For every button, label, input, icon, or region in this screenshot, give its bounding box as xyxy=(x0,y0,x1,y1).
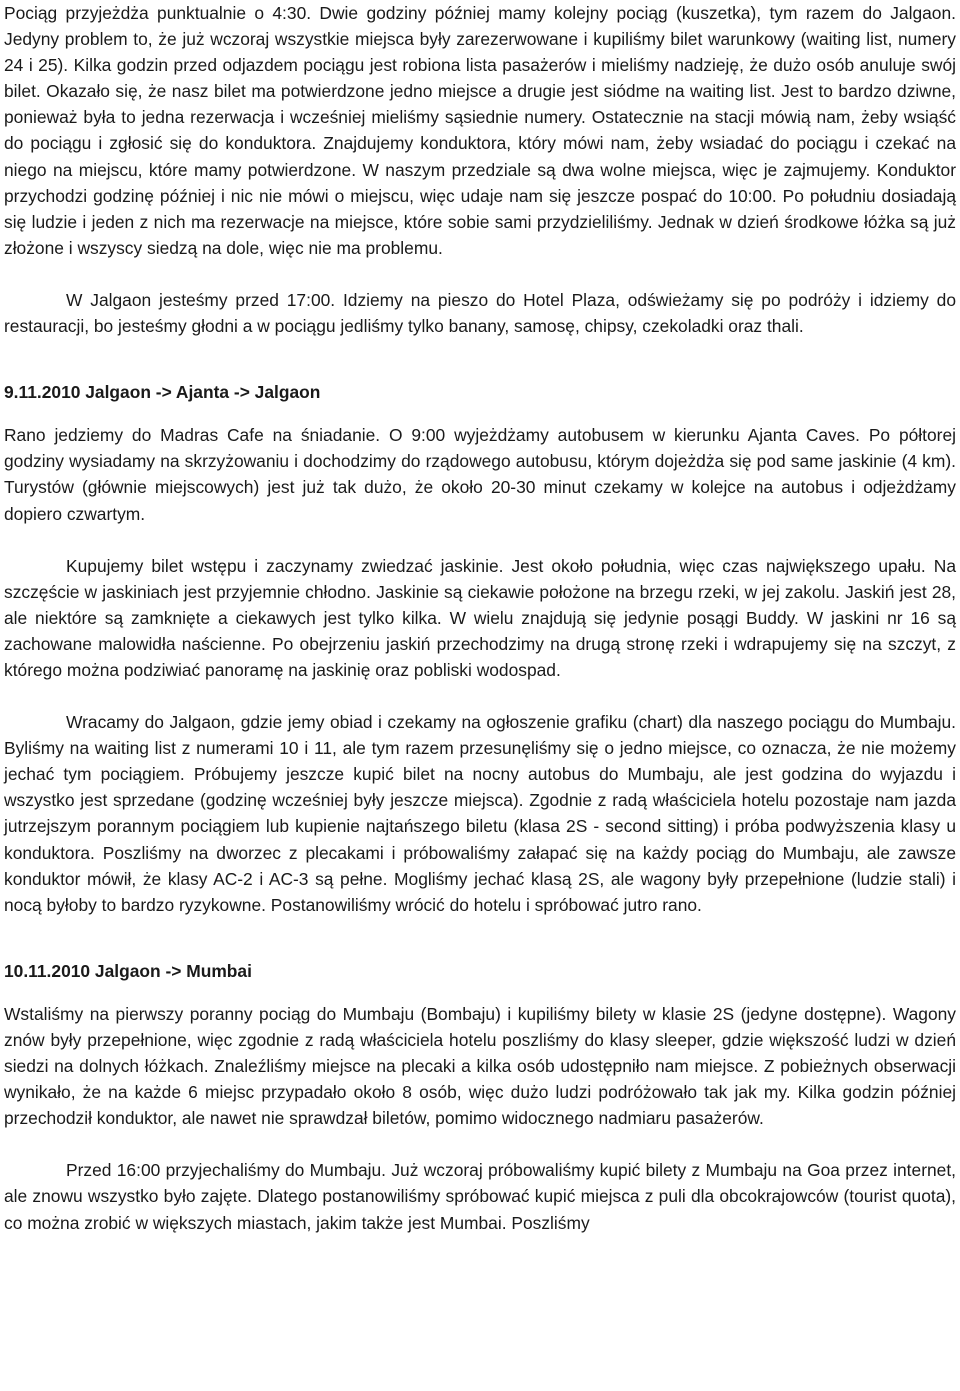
paragraph-train-to-mumbai: Wstaliśmy na pierwszy poranny pociąg do Mumbaju (Bombaju) i kupiliśmy bilety w klasie 2S (jedyne dostępne). Wagony znów były przepełnione, więc zgodnie z radą właściciela hotelu poszliśmy do klasy sleeper, gdzie większość ludzi w dzień siedzi na dolnych łóżkach. Znaleźliśmy miejsce na plecaki a kilka osób udostępniło nam miejsce. Z pobieżnych obserwacji wynikało, że na każde 6 miejsc przypadało około 8 osób, więc dużo ludzi podróżowało tak jak my. Kilka godzin później przechodził konduktor, ale nawet nie sprawdzał biletów, pomimo widocznego nadmiaru pasażerów. xyxy=(4,1003,956,1129)
section-gap xyxy=(4,339,956,379)
paragraph-arrival-jalgaon: W Jalgaon jesteśmy przed 17:00. Idziemy na pieszo do Hotel Plaza, odświeżamy się po podróży i idziemy do restauracji, bo jesteśmy głodni a w pociągu jedliśmy tylko banany, samosę, chipsy, czekoladki oraz thali. xyxy=(4,289,956,337)
paragraph-arrival-mumbai: Przed 16:00 przyjechaliśmy do Mumbaju. Już wczoraj próbowaliśmy kupić bilety z Mumbaju na Goa przez internet, ale znowu wszystko było zajęte. Dlatego postanowiliśmy spróbować kupić miejsca z puli dla obcokrajowców (tourist quota), co można zrobić w większych miastach, jakim także jest Mumbai. Poszliśmy xyxy=(4,1160,956,1233)
paragraph-gap xyxy=(4,1131,956,1157)
paragraph-train-to-jalgaon: Pociąg przyjeżdża punktualnie o 4:30. Dwie godziny później mamy kolejny pociąg (kuszetka), tym razem do Jalgaon. Jedyny problem to, że już wczoraj wszystkie miejsca były zarezerwowane i kupiliśmy bilet warunkowy (waiting list, numery 24 i 25). Kilka godzin przed odjazdem pociągu jest robiona lista pasażerów i mieliśmy nadzieję, że dużo osób anuluje swój bilet. Okazało się, że nasz bilet ma potwierdzone jedno miejsce a drugie jest siódme na waiting list. Jest to bardzo dziwne, ponieważ była to jedna rezerwacja i wcześniej mieliśmy sąsiednie numery. Ostatecznie na stacji mówią nam, żeby wsiąść do pociągu i zgłosić się do konduktora. Znajdujemy konduktora, który mówi nam, żeby wsiadać do pociągu i czekać na niego na miejscu, które mamy potwierdzone. W naszym przedziale są dwa wolne miejsca, więc je zajmujemy. Konduktor przychodzi godzinę później i nic nie mówi o miejscu, więc udaje nam się jeszcze pospać do 10:00. Po południu dosiadają się ludzie i jeden z nich ma rezerwacje na miejsce, które sobie sami przydzieliliśmy. Jednak w dzień środkowe łóżka są już złożone i wszyscy siedzą na dole, więc nie ma problemu. xyxy=(4,3,956,258)
paragraph-return-jalgaon: Wracamy do Jalgaon, gdzie jemy obiad i czekamy na ogłoszenie grafiku (chart) dla naszego pociągu do Mumbaju. Byliśmy na waiting list z numerami 10 i 11, ale tym razem przesunęliśmy się o jedno miejsce, co oznacza, że nie możemy jechać tym pociągiem. Próbujemy jeszcze kupić bilet na nocny autobus do Mumbaju, ale jest godzina do wyjazdu i wszystko jest sprzedane (godzinę wcześniej były jeszcze miejsca). Zgodnie z radą właściciela hotelu pozostaje nam jazda jutrzejszym porannym pociągiem lub kupienie najtańszego biletu (klasa 2S - second sitting) i próba podwyższenia klasy u konduktora. Poszliśmy na dworzec z plecakami i próbowaliśmy załapać się na każdy pociąg do Mumbaju, ale zawsze konduktor mówił, że klasy AC-2 i AC-3 są pełne. Mogliśmy jechać klasą 2S, ale wagony były przepełnione (ludzie stali) i nocą byłoby to bardzo ryzykowne. Postanowiliśmy wrócić do hotelu i spróbować jutro rano. xyxy=(4,712,956,915)
section-gap xyxy=(4,918,956,958)
section-heading-mumbai: 10.11.2010 Jalgaon -> Mumbai xyxy=(4,960,252,981)
paragraph-gap xyxy=(4,261,956,287)
paragraph-caves-visit: Kupujemy bilet wstępu i zaczynamy zwiedzać jaskinie. Jest około południa, więc czas największego upału. Na szczęście w jaskiniach jest przyjemnie chłodno. Jaskinie są ciekawie położone na brzegu rzeki, w jej zakolu. Jaskiń jest 28, ale niektóre są zamknięte a ciekawych jest tylko kilka. W wielu znajdują się jedynie posągi Buddy. W jaskini nr 16 są zachowane malowidła naścienne. Po obejrzeniu jaskiń przechodzimy na drugą stronę rzeki i wdrapujemy się na szczyt, z którego można podziwiać panoramę na jaskinię oraz pobliski wodospad. xyxy=(4,555,956,680)
paragraph-gap xyxy=(4,683,956,709)
heading-gap xyxy=(4,405,956,422)
paragraph-gap xyxy=(4,527,956,553)
heading-gap xyxy=(4,984,956,1001)
section-heading-ajanta: 9.11.2010 Jalgaon -> Ajanta -> Jalgaon xyxy=(4,382,321,403)
paragraph-bus-to-ajanta: Rano jedziemy do Madras Cafe na śniadanie. O 9:00 wyjeżdżamy autobusem w kierunku Ajanta Caves. Po półtorej godziny wysiadamy na skrzyżowaniu i dochodzimy do rządowego autobusu, którym dojeżdża się pod same jaskinie (4 km). Turystów (głównie miejscowych) jest już tak dużo, że około 20-30 minut czekamy w kolejce na autobus i odjeżdżamy dopiero czwartym. xyxy=(4,425,956,524)
